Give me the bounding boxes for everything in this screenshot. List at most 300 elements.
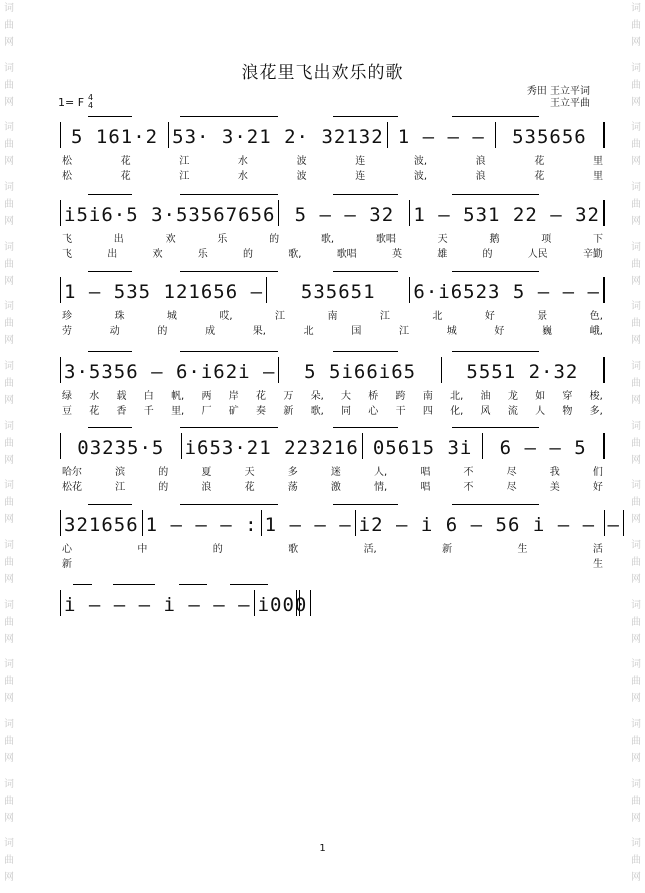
lyric-word: 活, (363, 544, 377, 555)
lyric-word: 花 (256, 391, 267, 402)
watermark-char: 网 (631, 812, 641, 824)
score-system (60, 200, 605, 260)
watermark-char: 词 (631, 420, 641, 432)
watermark-char: 网 (4, 275, 14, 287)
score-system (60, 590, 308, 620)
watermark-char: 曲 (631, 497, 641, 509)
slur-line (333, 427, 398, 428)
lyric-word: 水 (89, 391, 100, 402)
lyric-word: 跨 (395, 391, 406, 402)
lyric-word: 歌唱 (336, 249, 357, 260)
lyric-word: 果, (252, 326, 266, 337)
watermark-char: 曲 (631, 557, 641, 569)
measure: 5 – – 32 (279, 200, 410, 226)
lyric-word: 浪 (475, 156, 486, 167)
watermark-char: 词 (4, 480, 14, 492)
slur-line (88, 271, 131, 272)
lyric-word: 劳 (62, 326, 72, 337)
lyric-word: 心 (368, 406, 379, 417)
slur-line (452, 427, 539, 428)
lyric-word: 江 (379, 311, 390, 322)
watermark-char: 曲 (631, 616, 641, 628)
lyric-word: 浪 (475, 171, 486, 182)
slur-lines (61, 194, 604, 200)
lyric-word: 干 (395, 406, 406, 417)
measure: 1 – 535 121656 – (61, 277, 267, 303)
lyric-word: 歌, (310, 406, 324, 417)
lyric-word: 江 (275, 311, 285, 322)
slur-line (180, 116, 278, 117)
watermark-char: 词 (4, 838, 14, 850)
slur-line (180, 427, 278, 428)
watermark-char: 网 (4, 335, 14, 347)
lyric-word: 江 (179, 156, 190, 167)
lyric-word: 波, (413, 156, 428, 167)
lyric-word: 哈尔 (62, 467, 82, 478)
watermark-char: 网 (4, 454, 14, 466)
watermark-char: 曲 (4, 616, 14, 628)
measure: 53· 3·21 2· 32132 (169, 122, 387, 148)
watermark-char: 曲 (4, 258, 14, 270)
lyric-word: 的 (158, 482, 169, 493)
lyric-word: 的 (482, 249, 493, 260)
lyric-word: 新 (442, 544, 453, 555)
lyric-word: 梭, (589, 391, 603, 402)
measure: 535656 (496, 122, 604, 148)
lyric-word: 穿 (562, 391, 573, 402)
lyric-word: 出 (113, 234, 124, 245)
slur-line (180, 504, 278, 505)
lyric-word: 香 (116, 406, 127, 417)
watermark-char: 曲 (631, 318, 641, 330)
watermark-char: 网 (4, 156, 14, 168)
lyric-word: 乐 (217, 234, 228, 245)
lyric-word: 绿 (62, 391, 72, 402)
watermark-char: 词 (631, 778, 641, 790)
score-system (60, 122, 605, 182)
lyric-word: 连 (355, 171, 366, 182)
watermark-char: 网 (631, 156, 641, 168)
lyric-word: 飞 (62, 249, 72, 260)
watermark-char: 网 (4, 514, 14, 526)
slur-line (230, 584, 268, 585)
lyric-line (60, 230, 605, 245)
lyric-word: 珠 (114, 311, 125, 322)
measure: 1 – – – : (143, 510, 262, 536)
lyric-word: 活 (592, 544, 603, 555)
watermark-char: 词 (4, 62, 14, 74)
slur-line (180, 351, 278, 352)
lyric-word: 白 (143, 391, 154, 402)
watermark-char: 词 (631, 599, 641, 611)
lyric-word: 歌, (288, 249, 302, 260)
slur-line (452, 271, 539, 272)
lyric-line (60, 478, 605, 493)
lyric-word: 水 (237, 156, 248, 167)
measure: 6·i6523 5 – – – (410, 277, 604, 303)
lyric-word: 的 (243, 249, 253, 260)
slur-line (452, 351, 539, 352)
watermark-char: 曲 (631, 20, 641, 31)
lyric-word: 北 (303, 326, 314, 337)
lyric-word: 激 (330, 482, 341, 493)
lyric-word: 峨, (589, 326, 603, 337)
lyric-word: 两 (201, 391, 212, 402)
watermark-char: 曲 (4, 318, 14, 330)
watermark-char: 曲 (631, 139, 641, 151)
slur-line (88, 351, 131, 352)
lyric-line (60, 540, 605, 555)
lyric-word: 新 (62, 559, 72, 570)
slur-lines (61, 427, 604, 433)
lyric-word: 中 (137, 544, 148, 555)
lyric-word: 厂 (201, 406, 212, 417)
slur-line (73, 584, 92, 585)
watermark-char: 词 (4, 719, 14, 731)
lyric-word: 风 (480, 406, 491, 417)
slur-line (452, 504, 539, 505)
watermark-char: 词 (631, 62, 641, 74)
measure: 03235·5 (61, 433, 182, 459)
lyric-word: 城 (446, 326, 457, 337)
lyric-line (60, 402, 605, 417)
lyric-word: 辛勤 (582, 249, 603, 260)
lyric-word: 心 (62, 544, 72, 555)
measure: 05615 3i (363, 433, 484, 459)
lyric-word: 色, (589, 311, 603, 322)
watermark-char: 词 (631, 838, 641, 850)
lyric-word: 歌唱 (375, 234, 396, 245)
slur-line (88, 427, 131, 428)
lyric-word: 人民 (527, 249, 548, 260)
score-system (60, 357, 605, 417)
lyric-word: 龙 (507, 391, 518, 402)
watermark-char: 曲 (631, 736, 641, 748)
measure: i000 (255, 590, 312, 616)
lyric-word: 哎, (219, 311, 233, 322)
slur-line (452, 116, 539, 117)
slur-lines (61, 116, 604, 122)
watermark-char: 曲 (4, 79, 14, 91)
watermark-char: 词 (631, 3, 641, 14)
watermark-char: 曲 (4, 199, 14, 211)
watermark-char: 词 (4, 122, 14, 134)
key-label: 1= F (58, 95, 85, 109)
measure: i – – – i – – – (61, 590, 255, 616)
watermark-char: 曲 (631, 199, 641, 211)
lyric-word: 国 (351, 326, 362, 337)
lyric-word: 尽 (506, 467, 517, 478)
lyric-word: 里 (592, 171, 603, 182)
slur-line (179, 584, 207, 585)
key-signature (58, 94, 93, 110)
song-title: 浪花里飞出欢乐的歌 (241, 63, 404, 83)
watermark-char: 网 (4, 753, 14, 765)
measure: i2 – i 6 – 56 i – – – (356, 510, 624, 536)
watermark-left (0, 0, 18, 893)
watermark-char: 词 (4, 778, 14, 790)
lyric-word: 的 (158, 467, 169, 478)
lyric-word: 好 (484, 311, 495, 322)
lyric-word: 波 (296, 156, 307, 167)
lyric-word: 豆 (62, 406, 72, 417)
lyric-word: 浪 (201, 482, 212, 493)
watermark-char: 词 (4, 420, 14, 432)
lyric-word: 花 (244, 482, 255, 493)
slur-line (333, 116, 398, 117)
lyric-word: 我 (549, 467, 560, 478)
lyric-word: 们 (592, 467, 603, 478)
notation-line (60, 590, 308, 616)
slur-line (180, 194, 278, 195)
credits (527, 86, 590, 110)
watermark-char: 网 (4, 574, 14, 586)
watermark-char: 网 (4, 395, 14, 407)
slur-line (113, 584, 155, 585)
lyric-word: 人, (373, 467, 388, 478)
watermark-char: 曲 (4, 139, 14, 151)
watermark-char: 曲 (4, 497, 14, 509)
watermark-char: 曲 (4, 378, 14, 390)
lyric-word: 雄 (437, 249, 448, 260)
measure: 3·5356 – 6·i62i – (61, 357, 279, 383)
lyric-word: 多 (287, 467, 298, 478)
watermark-char: 网 (631, 454, 641, 466)
lyric-word: 珍 (62, 311, 72, 322)
watermark-char: 曲 (4, 20, 14, 31)
slur-line (88, 194, 131, 195)
watermark-char: 网 (4, 633, 14, 645)
lyric-word: 新 (283, 406, 294, 417)
slur-line (88, 116, 131, 117)
lyric-word: 水 (237, 171, 248, 182)
measure: 1 – 531 22 – 32 (410, 200, 604, 226)
watermark-char: 网 (631, 335, 641, 347)
lyric-word: 奏 (256, 406, 267, 417)
watermark-char: 曲 (4, 855, 14, 867)
lyric-word: 荡 (287, 482, 298, 493)
lyric-word: 流 (507, 406, 518, 417)
lyric-word: 乐 (197, 249, 208, 260)
lyric-word: 如 (535, 391, 546, 402)
watermark-char: 词 (631, 241, 641, 253)
watermark-char: 网 (631, 514, 641, 526)
watermark-char: 网 (631, 37, 641, 48)
lyric-line (60, 167, 605, 182)
lyric-word: 景 (537, 311, 548, 322)
slur-lines (61, 271, 604, 277)
lyric-line (60, 307, 605, 322)
slur-line (333, 194, 398, 195)
lyric-word: 里 (592, 156, 603, 167)
measure: 5 161·2 (61, 122, 169, 148)
lyric-word: 鹅 (489, 234, 500, 245)
watermark-char: 词 (4, 301, 14, 313)
slur-lines (61, 584, 296, 590)
watermark-char: 词 (631, 540, 641, 552)
lyric-word: 花 (534, 156, 545, 167)
watermark-char: 曲 (631, 378, 641, 390)
page-number: 1 (319, 843, 326, 854)
lyric-word: 城 (166, 311, 177, 322)
watermark-char: 词 (4, 241, 14, 253)
watermark-char: 曲 (4, 676, 14, 688)
watermark-char: 网 (631, 216, 641, 228)
lyric-word: 情, (373, 482, 388, 493)
watermark-char: 词 (4, 599, 14, 611)
lyric-word: 唱 (420, 467, 431, 478)
watermark-char: 网 (4, 216, 14, 228)
lyric-line (60, 152, 605, 167)
lyric-word: 江 (179, 171, 190, 182)
watermark-char: 曲 (4, 437, 14, 449)
watermark-char: 网 (4, 37, 14, 48)
lyric-word: 不 (463, 482, 474, 493)
watermark-char: 词 (631, 122, 641, 134)
meter-top: 4 (88, 93, 94, 102)
watermark-char: 曲 (631, 437, 641, 449)
lyric-word: 南 (327, 311, 338, 322)
watermark-char: 网 (631, 633, 641, 645)
lyric-word: 飞 (62, 234, 72, 245)
lyric-word: 帆, (171, 391, 185, 402)
slur-line (180, 271, 278, 272)
watermark-char: 网 (631, 395, 641, 407)
watermark-right (627, 0, 645, 893)
watermark-char: 词 (4, 540, 14, 552)
lyric-word: 滨 (115, 467, 126, 478)
lyric-word: 北 (432, 311, 443, 322)
slur-lines (61, 504, 604, 510)
lyric-line (60, 555, 605, 570)
lyric-word: 松 (62, 156, 72, 167)
lyric-word: 的 (157, 326, 168, 337)
slur-line (333, 271, 398, 272)
lyric-word: 的 (269, 234, 280, 245)
lyric-word: 动 (109, 326, 120, 337)
lyric-word: 同 (341, 406, 352, 417)
lyric-word: 南 (422, 391, 433, 402)
lyric-line (60, 463, 605, 478)
notation-line (60, 277, 605, 303)
notation-line (60, 510, 620, 536)
lyric-word: 的 (212, 544, 223, 555)
watermark-char: 词 (631, 182, 641, 194)
lyric-line (60, 245, 605, 260)
lyric-word: 花 (89, 406, 100, 417)
watermark-char: 词 (4, 182, 14, 194)
watermark-char: 曲 (4, 736, 14, 748)
lyric-word: 歌 (288, 544, 299, 555)
lyric-word: 歌, (320, 234, 335, 245)
meter-bottom: 4 (88, 101, 94, 110)
lyric-word: 油 (480, 391, 491, 402)
slur-line (452, 194, 539, 195)
lyric-line (60, 322, 605, 337)
measure: i653·21 223216 (182, 433, 363, 459)
lyric-word: 松花 (62, 482, 82, 493)
watermark-char: 网 (631, 753, 641, 765)
lyric-word: 天 (244, 467, 255, 478)
score-system (60, 277, 605, 337)
watermark-char: 词 (631, 719, 641, 731)
watermark-char: 网 (631, 693, 641, 705)
lyric-word: 欢 (152, 249, 163, 260)
watermark-char: 词 (4, 3, 14, 14)
watermark-char: 网 (4, 96, 14, 108)
watermark-char: 曲 (631, 795, 641, 807)
watermark-char: 曲 (631, 258, 641, 270)
watermark-char: 词 (631, 361, 641, 373)
lyric-word: 化, (450, 406, 464, 417)
lyric-word: 松 (62, 171, 72, 182)
lyric-word: 花 (534, 171, 545, 182)
lyric-word: 夏 (201, 467, 212, 478)
measure: 6 – – 5 (483, 433, 604, 459)
lyric-word: 矿 (228, 406, 239, 417)
lyric-word: 大 (341, 391, 352, 402)
watermark-char: 词 (4, 361, 14, 373)
lyric-word: 生 (517, 544, 528, 555)
lyric-word: 好 (494, 326, 505, 337)
lyric-word: 英 (391, 249, 402, 260)
lyric-word: 美 (549, 482, 560, 493)
notation-line (60, 357, 605, 383)
lyric-word: 生 (593, 559, 603, 570)
lyric-word: 成 (205, 326, 216, 337)
slur-lines (61, 351, 604, 357)
watermark-char: 网 (631, 96, 641, 108)
lyric-word: 江 (399, 326, 409, 337)
slur-line (333, 351, 398, 352)
lyric-word: 波, (413, 171, 428, 182)
watermark-char: 词 (631, 480, 641, 492)
lyric-line (60, 387, 605, 402)
lyric-word: 巍 (542, 326, 553, 337)
watermark-char: 曲 (631, 79, 641, 91)
watermark-char: 网 (631, 275, 641, 287)
watermark-char: 词 (631, 659, 641, 671)
lyric-word: 好 (592, 482, 603, 493)
lyric-word: 北, (450, 391, 464, 402)
score-system (60, 510, 620, 570)
lyric-word: 桥 (368, 391, 379, 402)
measure: 535651 (267, 277, 410, 303)
notation-line (60, 433, 605, 459)
lyric-word: 载 (116, 391, 127, 402)
watermark-char: 词 (631, 301, 641, 313)
lyric-word: 下 (593, 234, 603, 245)
measure: 1 – – – (262, 510, 356, 536)
watermark-char: 网 (4, 812, 14, 824)
lyric-word: 尽 (506, 482, 517, 493)
watermark-char: 网 (631, 872, 641, 884)
watermark-char: 曲 (631, 676, 641, 688)
lyric-word: 项 (541, 234, 552, 245)
lyric-word: 四 (422, 406, 433, 417)
lyric-word: 朵, (310, 391, 324, 402)
watermark-char: 网 (4, 872, 14, 884)
watermark-char: 网 (631, 574, 641, 586)
lyric-word: 千 (143, 406, 154, 417)
measure: 5551 2·32 (442, 357, 604, 383)
measure: 1 – – – (388, 122, 496, 148)
time-signature (88, 94, 93, 110)
lyric-word: 岸 (228, 391, 239, 402)
lyric-word: 多, (589, 406, 603, 417)
slur-line (333, 504, 398, 505)
lyric-word: 万 (283, 391, 294, 402)
